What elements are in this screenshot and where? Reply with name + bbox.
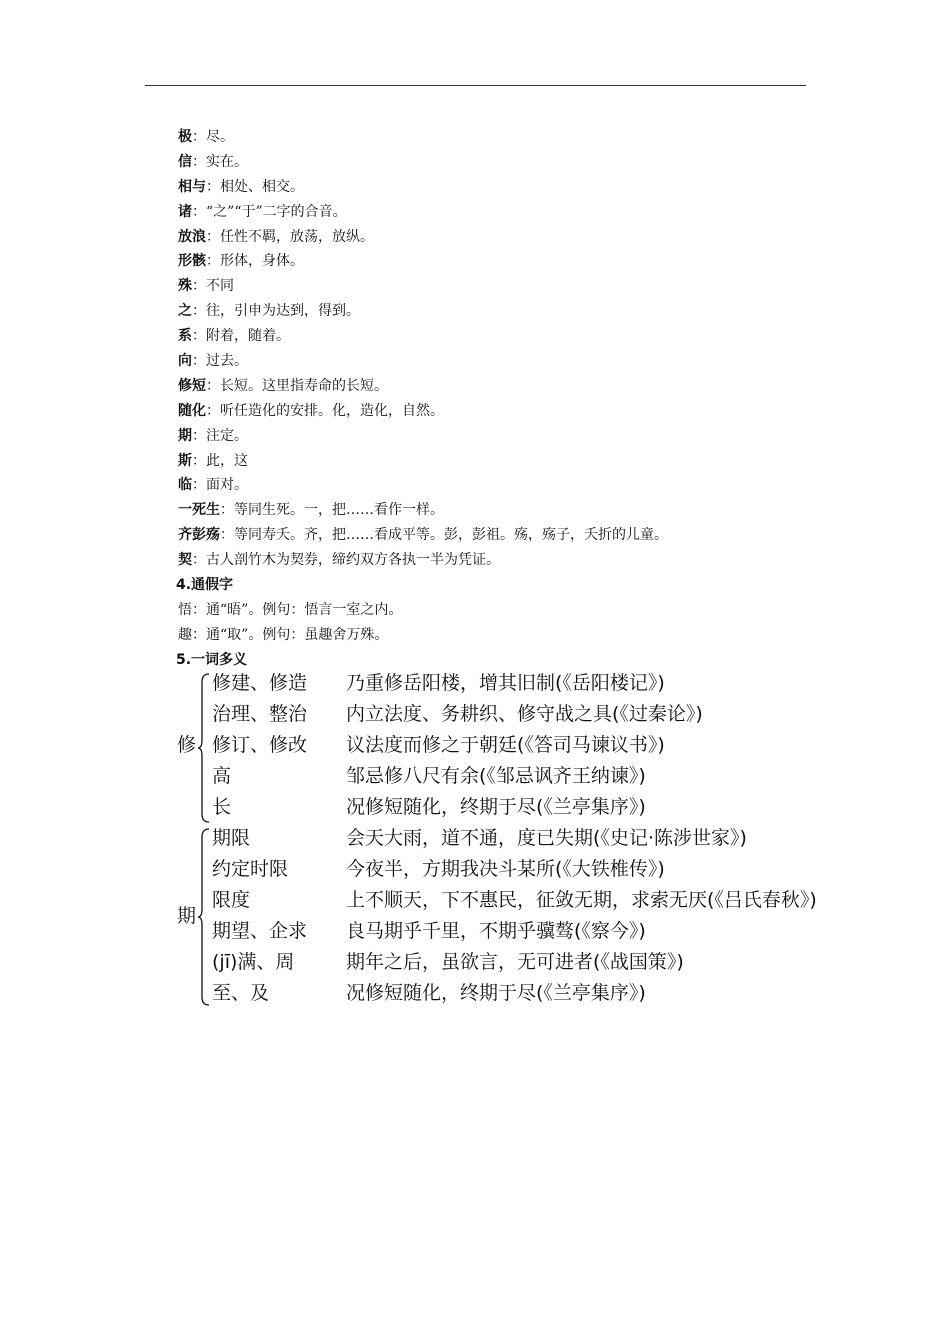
glossary-term: 修短 — [178, 377, 206, 394]
glossary-def: ：长短。这里指寿命的长短。 — [206, 377, 388, 394]
polysemy-example: 良马期乎千里，不期乎骥骜(《察今》) — [346, 920, 646, 942]
glossary-item — [178, 249, 818, 274]
polysemy-example: 乃重修岳阳楼，增其旧制(《岳阳楼记》) — [346, 672, 665, 694]
glossary-item — [178, 274, 818, 299]
glossary-def: ：“之”“于”二字的合音。 — [192, 203, 347, 220]
glossary-item — [178, 523, 818, 548]
polysemy-meaning: 修订、修改 — [212, 734, 308, 756]
glossary-term: 期 — [178, 427, 192, 444]
glossary-term: 向 — [178, 353, 192, 370]
glossary-def: ：尽。 — [192, 129, 234, 145]
glossary-def: ：附着，随着。 — [192, 328, 290, 345]
glossary-def: ：任性不羁，放荡，放纵。 — [206, 228, 374, 245]
glossary-def: ：不同 — [192, 278, 234, 295]
glossary-term: 随化 — [178, 402, 206, 419]
glossary-def: ：实在。 — [192, 153, 248, 170]
polysemy-example: 今夜半，方期我决斗某所(《大铁椎传》) — [346, 858, 665, 880]
glossary-term: 契 — [178, 552, 192, 569]
glossary-item — [178, 225, 818, 250]
glossary-item — [178, 424, 818, 449]
polysemy-meaning: 至、及 — [212, 982, 270, 1004]
polysemy-example: 况修短随化，终期于尽(《兰亭集序》) — [346, 982, 646, 1004]
glossary-term: 相与 — [178, 178, 206, 195]
polysemy-meaning: 高 — [212, 765, 232, 787]
glossary-def: ：形体，身体。 — [206, 253, 304, 270]
polysemy-meaning: 约定时限 — [212, 858, 289, 880]
glossary-item — [178, 449, 818, 474]
glossary-def: ：注定。 — [192, 427, 248, 444]
glossary-term: 形骸 — [178, 253, 206, 270]
polysemy-example: 会天大雨，道不通，度已失期(《史记·陈涉世家》) — [346, 827, 747, 849]
polysemy-meaning: (jī)满、周 — [212, 951, 295, 973]
glossary-term: 一死生 — [178, 502, 220, 519]
glossary-term: 信 — [178, 153, 192, 170]
polysemy-head-char: 期 — [177, 905, 197, 927]
glossary-term: 之 — [178, 303, 192, 320]
polysemy-meaning: 期限 — [212, 827, 251, 849]
polysemy-example: 内立法度、务耕织、修守战之具(《过秦论》) — [346, 703, 703, 725]
polysemy-example: 期年之后，虽欲言，无可进者(《战国策》) — [346, 951, 684, 973]
glossary-item — [178, 150, 818, 175]
glossary-item — [178, 473, 818, 498]
glossary-term: 殊 — [178, 278, 192, 295]
glossary-def: ：此，这 — [192, 452, 248, 469]
polysemy-meaning: 修建、修造 — [212, 672, 308, 694]
glossary-item — [178, 498, 818, 523]
glossary-def: ：等同寿夭。齐，把……看成平等。彭，彭祖。殇，殇子，夭折的儿童。 — [220, 527, 668, 544]
glossary-def: ：古人剖竹木为契券，缔约双方各执一半为凭证。 — [192, 552, 500, 569]
polysemy-meaning: 限度 — [212, 889, 251, 911]
tongjia-item: 悟：通“晤”。例句：悟言一室之内。 — [178, 602, 403, 618]
glossary-term: 放浪 — [178, 228, 206, 245]
polysemy-example: 上不顺天，下不惠民，征敛无期，求索无厌(《吕氏春秋》) — [346, 889, 817, 911]
polysemy-meaning: 期望、企求 — [212, 920, 308, 942]
glossary-term: 系 — [178, 328, 192, 345]
brace-icon — [197, 672, 211, 824]
glossary-item — [178, 125, 818, 150]
glossary-term: 极 — [178, 129, 192, 145]
glossary-def: ：面对。 — [192, 477, 248, 494]
glossary-term: 诸 — [178, 203, 192, 220]
glossary-item — [178, 548, 818, 573]
glossary-term: 临 — [178, 477, 192, 494]
section4-heading: 4.通假字 — [176, 577, 234, 593]
glossary-def: ：过去。 — [192, 353, 248, 370]
glossary-item — [178, 349, 818, 374]
glossary-def: ：相处、相交。 — [206, 178, 304, 195]
polysemy-example: 况修短随化，终期于尽(《兰亭集序》) — [346, 796, 646, 818]
glossary-item — [178, 374, 818, 399]
glossary-def: ：听任造化的安排。化，造化，自然。 — [206, 402, 444, 419]
tongjia-item: 趣：通“取”。例句：虽趣舍万殊。 — [178, 627, 389, 643]
polysemy-example: 邹忌修八尺有余(《邹忌讽齐王纳谏》) — [346, 765, 646, 787]
glossary-item — [178, 175, 818, 200]
glossary-list — [178, 125, 818, 573]
glossary-item — [178, 299, 818, 324]
polysemy-meaning: 长 — [212, 796, 232, 818]
brace-icon — [197, 827, 211, 1007]
glossary-def: ：往，引申为达到，得到。 — [192, 303, 360, 320]
glossary-item — [178, 324, 818, 349]
polysemy-example: 议法度而修之于朝廷(《答司马谏议书》) — [346, 734, 665, 756]
header-rule — [145, 85, 806, 86]
glossary-item — [178, 200, 818, 225]
polysemy-head-char: 修 — [177, 734, 197, 756]
glossary-def: ：等同生死。一，把……看作一样。 — [220, 502, 444, 519]
polysemy-meaning: 治理、整治 — [212, 703, 308, 725]
glossary-item — [178, 399, 818, 424]
glossary-term: 齐彭殇 — [178, 527, 220, 544]
section5-heading: 5.一词多义 — [176, 652, 248, 668]
glossary-term: 斯 — [178, 452, 192, 469]
